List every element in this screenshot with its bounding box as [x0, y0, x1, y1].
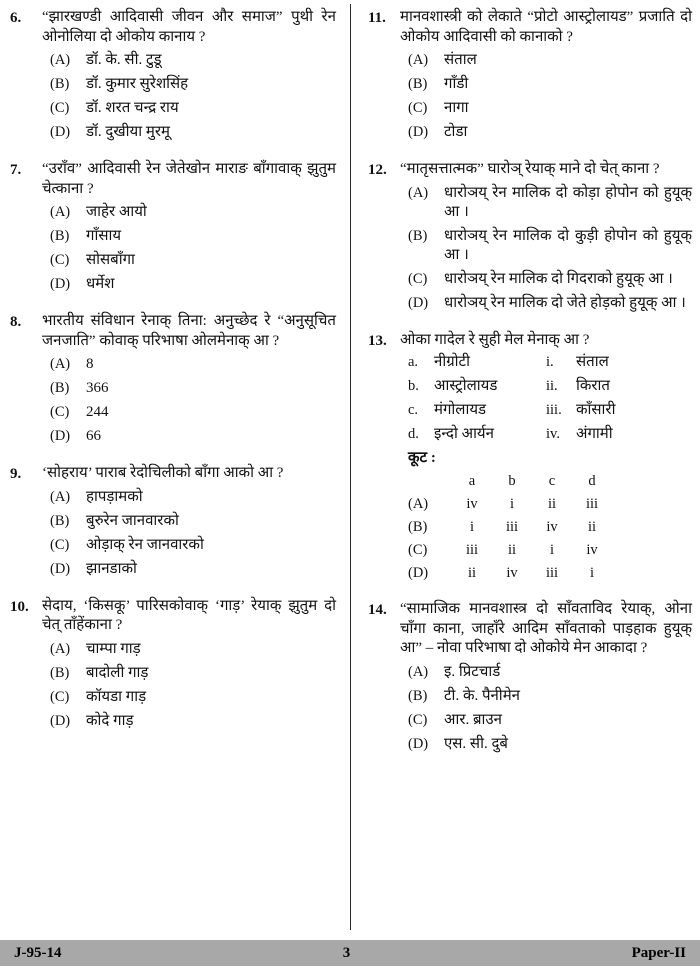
option-key: (A) [50, 488, 71, 505]
option-c[interactable] [408, 99, 692, 118]
option-a[interactable] [408, 663, 692, 682]
option-text: कॉयडा गाड़ [86, 688, 147, 705]
option-text: डॉ. कुमार सुरेशसिंह [86, 76, 189, 92]
option-c[interactable] [50, 403, 336, 422]
option-d[interactable] [408, 294, 692, 313]
grid-header-row [408, 472, 692, 491]
matching-row [408, 425, 692, 444]
option-a[interactable] [50, 355, 336, 374]
grid-option-d[interactable] [408, 564, 692, 583]
option-c[interactable] [408, 711, 692, 730]
grid-cell: iv [506, 565, 518, 581]
question-stem: “मातृसत्तात्मक” घारोञ् रेयाक् माने दो चेत् काना ? [400, 161, 660, 177]
question-number: 10. [10, 598, 29, 615]
option-key: (B) [50, 380, 70, 396]
grid-header-d: d [588, 473, 596, 489]
grid-option-c[interactable] [408, 541, 692, 560]
question-number: 9. [10, 466, 22, 482]
option-d[interactable] [50, 427, 336, 446]
grid-cell: iii [585, 496, 599, 512]
question-14 [368, 600, 692, 759]
footer-paper-code: J-95-14 [14, 944, 62, 961]
option-text: सोसबॉंगा [86, 252, 135, 268]
question-number: 6. [10, 10, 22, 26]
grid-cell: iv [546, 519, 558, 535]
grid-cell: i [509, 496, 515, 512]
option-text: संताल [444, 52, 477, 68]
options-list [42, 355, 336, 446]
option-text: डॉ. दुखीया मुरमू [86, 124, 170, 140]
question-stem: ‘सोहराय’ पाराब रेदोचिलीको बॉंगा आको आ ? [42, 465, 284, 481]
option-b[interactable] [50, 379, 336, 398]
question-body [400, 160, 692, 318]
options-list [400, 184, 692, 313]
option-a[interactable] [50, 488, 336, 507]
option-text: धारोञय् रेन मालिक दो कोड़ा होपोन को हुयूक् आ । [444, 184, 692, 220]
options-list [42, 203, 336, 294]
left-column [0, 0, 350, 935]
option-c[interactable] [50, 536, 336, 555]
grid-cell: i [589, 565, 595, 581]
matching-right-value: काँसारी [576, 402, 616, 418]
question-stem: “सामाजिक मानवशास्त्र दो साँवताविद रेयाक्, ओना चाँगा काना, जाहाँरे आदिम साँवताको पाड़हाक हुयूक् आ” – नोवा परिभाषा दो ओकोये मेन आकादा ? [400, 601, 692, 656]
option-text: बादोली गाड़ [86, 664, 149, 681]
grid-header-c: c [548, 473, 556, 489]
option-key: (B) [408, 227, 428, 244]
option-text: गॉंडी [444, 76, 469, 92]
grid-cell: iii [465, 542, 479, 558]
option-a[interactable] [50, 203, 336, 222]
question-stem: मानवशास्त्री को लेकाते “प्रोटो आस्ट्रोलायड” प्रजाति दो ओकोय आदिवासी को कानाको ? [400, 9, 692, 45]
grid-cell: iv [466, 496, 478, 512]
matching-row [408, 377, 692, 396]
option-text: आर. ब्राउन [444, 711, 502, 728]
right-column [350, 0, 700, 935]
options-list [42, 640, 336, 731]
option-key: (B) [50, 76, 70, 92]
question-number: 14. [368, 602, 387, 618]
matching-row [408, 353, 692, 372]
grid-header-a: a [468, 473, 476, 489]
question-stem: भारतीय संविधान रेनाक् तिना: अनुच्छेद रे “अनुसूचित जनजाति” कोवाक् परिभाषा ओलमेनाक् आ ? [42, 313, 336, 349]
grid-cell: ii [467, 565, 477, 581]
option-text: चाम्पा गाड़ [86, 640, 141, 657]
matching-left-value: इन्दो आर्यन [434, 426, 494, 442]
option-c[interactable] [50, 99, 336, 118]
option-b[interactable] [408, 227, 692, 265]
grid-cell: iii [545, 565, 559, 581]
option-d[interactable] [408, 735, 692, 754]
option-key: (C) [408, 270, 428, 287]
grid-row-key: (B) [408, 519, 428, 535]
question-13 [368, 331, 692, 588]
question-body [42, 312, 336, 451]
option-text: टोडा [444, 124, 468, 140]
options-list [42, 51, 336, 142]
option-a[interactable] [408, 184, 692, 222]
option-text: नागा [444, 100, 469, 116]
option-text: झानडाको [86, 560, 137, 577]
options-list [42, 488, 336, 579]
grid-cell: iv [586, 542, 598, 558]
option-key: (C) [50, 252, 70, 268]
option-key: (C) [50, 100, 70, 116]
matching-left-key: a. [408, 354, 419, 370]
matching-left-value: आस्ट्रोलायड [434, 378, 498, 394]
matching-right-key: i. [546, 354, 554, 370]
option-text: 8 [86, 356, 94, 372]
matching-left-value: मंगोलायड [434, 402, 487, 418]
question-number: 11. [368, 10, 386, 26]
code-label: कूट : [408, 450, 436, 466]
grid-cell: i [549, 542, 555, 558]
matching-right-key: iv. [546, 426, 560, 442]
grid-cell: i [469, 519, 475, 535]
option-text: जाहेर आयो [86, 204, 147, 220]
option-key: (A) [408, 184, 429, 201]
option-c[interactable] [50, 688, 336, 707]
question-stem: “झारखण्डी आदिवासी जीवन और समाज” पुथी रेन ओनोलिया दो ओकोय कानाय ? [42, 9, 336, 45]
question-body [400, 8, 692, 147]
footer-page-number: 3 [342, 944, 351, 961]
matching-right-value: किरात [576, 378, 610, 394]
grid-cell: ii [587, 519, 597, 535]
option-text: धारोञय् रेन मालिक दो कुड़ी होपोन को हुयूक् आ । [444, 227, 692, 263]
question-number: 7. [10, 162, 22, 178]
option-d[interactable] [408, 123, 692, 142]
option-key: (D) [50, 560, 71, 577]
option-key: (B) [408, 76, 428, 92]
option-text: एस. सी. दुबे [444, 735, 508, 752]
option-b[interactable] [50, 75, 336, 94]
option-key: (D) [50, 712, 71, 729]
question-10 [10, 597, 336, 736]
answer-code-grid [400, 472, 692, 583]
options-list [400, 51, 692, 142]
option-c[interactable] [50, 251, 336, 270]
option-key: (B) [408, 687, 428, 704]
question-body [400, 600, 692, 759]
option-text: डॉ. शरत चन्द्र राय [86, 100, 179, 116]
option-d[interactable] [50, 123, 336, 142]
option-key: (C) [408, 100, 428, 116]
question-11 [368, 8, 692, 147]
option-text: धर्मेश [86, 276, 115, 292]
option-text: 366 [86, 380, 109, 396]
question-9 [10, 464, 336, 584]
option-b[interactable] [408, 687, 692, 706]
option-a[interactable] [50, 51, 336, 70]
option-b[interactable] [408, 75, 692, 94]
matching-right-value: संताल [576, 354, 609, 370]
option-b[interactable] [50, 227, 336, 246]
options-list [400, 663, 692, 754]
question-body [42, 464, 336, 584]
question-number: 12. [368, 162, 387, 178]
option-c[interactable] [408, 270, 692, 289]
grid-row-key: (A) [408, 496, 429, 512]
grid-option-b[interactable] [408, 518, 692, 537]
option-key: (A) [50, 640, 71, 657]
question-stem: “उराँव” आदिवासी रेन जेतेखोन माराङ बॉंगावाक् झुतुम चेत्काना ? [42, 161, 336, 197]
column-divider [350, 4, 351, 930]
option-key: (B) [50, 228, 70, 244]
question-stem: ओका गादेल रे सुही मेल मेनाक् आ ? [400, 331, 590, 348]
option-key: (A) [408, 663, 429, 680]
option-text: धारोञय् रेन मालिक दो जेते होड़को हुयूक् आ । [444, 294, 686, 311]
option-key: (B) [50, 664, 70, 681]
question-12 [368, 160, 692, 318]
option-text: गॉंसाय [86, 228, 122, 244]
question-7 [10, 160, 336, 299]
option-key: (A) [50, 356, 71, 372]
question-8 [10, 312, 336, 451]
grid-cell: ii [547, 496, 557, 512]
option-key: (C) [50, 688, 70, 705]
matching-right-key: ii. [546, 378, 558, 394]
matching-left-key: b. [408, 378, 419, 394]
option-key: (A) [50, 52, 71, 68]
matching-left-key: d. [408, 426, 419, 442]
option-text: टी. के. पैनीमेन [444, 687, 520, 704]
matching-right-value: अंगामी [576, 426, 613, 442]
grid-cell: iii [505, 519, 519, 535]
grid-cell: ii [507, 542, 517, 558]
option-key: (A) [408, 52, 429, 68]
option-d[interactable] [50, 275, 336, 294]
question-stem: सेदाय, ‘किसकू’ पारिसकोवाक् ‘गाड़’ रेयाक् झुतुम दो चेत् ताँहेंकाना ? [42, 597, 336, 633]
option-text: इ. प्रिटचार्ड [444, 663, 501, 680]
question-number: 8. [10, 314, 22, 330]
option-key: (C) [408, 711, 428, 728]
matching-left-value: नीग्रोटी [434, 354, 471, 370]
matching-right-key: iii. [546, 402, 562, 418]
option-key: (D) [408, 294, 429, 311]
footer-paper-label: Paper-II [631, 944, 686, 961]
option-text: ओड़ाक् रेन जानवारको [86, 536, 204, 553]
matching-row [408, 401, 692, 420]
option-key: (D) [50, 428, 71, 444]
option-key: (C) [50, 404, 70, 420]
question-6 [10, 8, 336, 147]
matching-list [400, 353, 692, 444]
option-key: (D) [50, 124, 71, 140]
option-text: हापड़ामको [86, 488, 143, 505]
grid-row-key: (D) [408, 565, 429, 581]
option-key: (D) [408, 124, 429, 140]
question-body [42, 597, 336, 736]
question-body [400, 331, 692, 588]
option-text: 66 [86, 428, 101, 444]
page-footer [0, 940, 700, 966]
option-text: धारोञय् रेन मालिक दो गिदराको हुयूक् आ । [444, 270, 673, 287]
option-d[interactable] [50, 560, 336, 579]
option-a[interactable] [408, 51, 692, 70]
grid-row-key: (C) [408, 542, 428, 558]
question-body [42, 8, 336, 147]
option-key: (B) [50, 512, 70, 529]
option-text: बुरुरेन जानवारको [86, 512, 179, 529]
option-text: 244 [86, 404, 109, 420]
option-a[interactable] [50, 640, 336, 659]
option-text: डॉ. के. सी. टुडू [86, 52, 162, 68]
option-text: कोदे गाड़ [86, 712, 134, 729]
grid-option-a[interactable] [408, 495, 692, 514]
question-body [42, 160, 336, 299]
grid-header-b: b [508, 473, 516, 489]
option-d[interactable] [50, 712, 336, 731]
option-key: (D) [408, 735, 429, 752]
option-key: (D) [50, 276, 71, 292]
option-key: (C) [50, 536, 70, 553]
option-key: (A) [50, 204, 71, 220]
option-b[interactable] [50, 512, 336, 531]
option-b[interactable] [50, 664, 336, 683]
question-number: 13. [368, 332, 387, 349]
matching-left-key: c. [408, 402, 419, 418]
